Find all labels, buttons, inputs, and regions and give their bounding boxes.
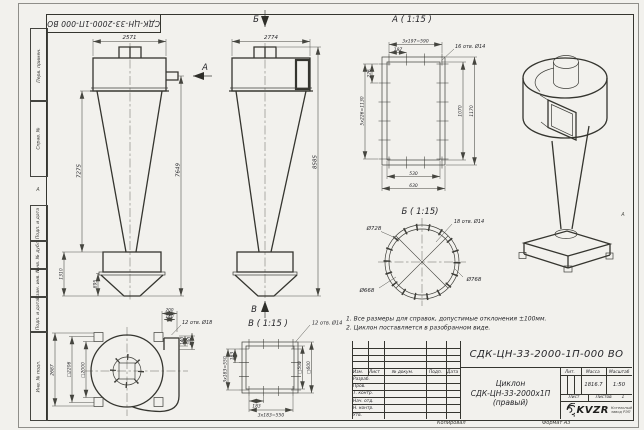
- top-view-dim-200v: 200: [186, 337, 192, 345]
- notes: [346, 316, 546, 332]
- company-line-2: завод РЭП: [611, 410, 631, 414]
- detail-v-dim-left-pitch: 3x183=550: [223, 356, 229, 383]
- detail-a-dim-top: 197: [393, 48, 403, 53]
- detail-v-title: В ( 1:15 ): [248, 319, 288, 329]
- side-view-arrow-bottom-label: В: [251, 305, 257, 315]
- detail-a-dim-right-outer: 1170: [470, 105, 475, 117]
- detail-b-dia-768: Ø768: [466, 277, 482, 283]
- logo-cell: [560, 401, 632, 419]
- front-dim-cone: 7275: [76, 164, 83, 178]
- detail-a: [360, 15, 486, 191]
- top-view-dim-total: 2687: [50, 364, 56, 376]
- detail-a-holes-label: 16 отв. Ø14: [455, 44, 486, 50]
- detail-b-dia-668: Ø668: [359, 288, 375, 294]
- product-name-1: Циклон: [495, 379, 526, 389]
- col-list: Лист: [369, 369, 380, 375]
- company-name: [611, 406, 632, 414]
- margin-label: Подп. и дата: [36, 207, 42, 240]
- zone-mark-right: А: [621, 212, 625, 218]
- product-name-3: (правый): [492, 398, 529, 408]
- isometric-view: [519, 56, 613, 273]
- scale-value-cell: [606, 375, 632, 394]
- top-view-holes-label: 12 отв. Ø18: [182, 320, 213, 326]
- format-label: Формат А3: [542, 420, 571, 426]
- row-razrab: Разраб.: [353, 376, 370, 382]
- margin-label: Взам. инв. №: [36, 267, 42, 299]
- copied-label: Копировал: [437, 420, 466, 426]
- margin-label: Перв. примен.: [36, 47, 42, 83]
- title-block: [352, 341, 632, 419]
- col-data: Дата: [447, 369, 459, 375]
- margin-label: Справ. №: [36, 127, 42, 150]
- detail-a-dim-bottom-outer: 630: [409, 184, 418, 189]
- lit-label: Лит.: [565, 369, 575, 375]
- front-view-arrow-label: А: [202, 63, 208, 73]
- top-view-dim-140v: 140: [179, 337, 185, 345]
- front-view: [59, 35, 213, 301]
- sheets-value: 1: [621, 395, 625, 400]
- detail-a-dim-top-pitch: 3x197=590: [402, 39, 429, 45]
- detail-v-dim-left: 183: [230, 351, 236, 361]
- doc-number-cell: [460, 341, 632, 368]
- row-prov: Пров.: [353, 384, 366, 389]
- side-dim-total: 8585: [312, 155, 319, 169]
- sheets-cell: [588, 394, 632, 401]
- detail-v-dim-bottom-pitch: 3x183=550: [257, 413, 285, 419]
- spiral-logo-icon: [560, 403, 575, 417]
- front-dim-total: 7649: [175, 163, 182, 177]
- note-line-1: 1. Все размеры для справок, допустимые отклонения ±100мм.: [346, 315, 547, 323]
- row-utv: Утв.: [353, 413, 363, 418]
- col-izm: Изм.: [353, 369, 364, 375]
- mass-label: Масса: [586, 369, 600, 375]
- scale-value: 1:50: [612, 381, 626, 388]
- detail-v-dim-right-inner: □500: [298, 361, 303, 374]
- sheet-cell: [560, 394, 588, 401]
- sheet-label: Лист: [568, 395, 580, 400]
- front-dim-top: 2571: [122, 35, 137, 41]
- doc-number: СДК-ЦН-33-2000-1П-000 ВО: [469, 348, 624, 360]
- detail-a-dim-right-inner: 1070: [458, 105, 464, 117]
- sheets-label: Листов: [595, 395, 612, 400]
- row-t-kontr: Т. контр.: [353, 391, 373, 397]
- front-dim-hopper: 895: [93, 279, 99, 289]
- note-line-2: 2. Циклон поставляется в разобранном виде.: [346, 324, 491, 332]
- rotated-designation-text: СДК-ЦН-33-2000-1П-000 ВО: [47, 19, 161, 28]
- row-nach-otd: Нач. отд.: [353, 398, 374, 404]
- margin-label: Подп. и дата: [36, 298, 42, 331]
- side-view-arrow-top-label: Б: [253, 15, 259, 25]
- detail-v-dim-bottom: 183: [252, 404, 261, 410]
- detail-v-holes-label: 12 отв. Ø14: [312, 320, 343, 327]
- detail-b: [359, 207, 485, 306]
- col-doc: № докум.: [392, 369, 414, 375]
- product-name-2: СДК-ЦН-33-2000х1П: [470, 388, 551, 398]
- top-view-dim-sq-outer: □2206: [67, 361, 73, 378]
- product-name-cell: [460, 368, 560, 419]
- front-dim-bottom: 1310: [59, 268, 65, 280]
- detail-b-dia-728: Ø728: [366, 226, 382, 232]
- top-view-dim-140: 140: [165, 314, 174, 319]
- side-view: [229, 10, 321, 318]
- mass-value: 1816.7: [584, 381, 603, 388]
- zone-mark-left: А: [36, 187, 40, 193]
- top-view-dim-sq-inner: □2000: [81, 362, 87, 378]
- detail-a-dim-bottom-inner: 530: [409, 172, 418, 177]
- top-view-dim-200: 200: [165, 307, 174, 313]
- col-podp: Подп.: [429, 369, 443, 375]
- detail-v: [223, 319, 343, 419]
- scale-label: Масштаб: [609, 369, 630, 375]
- logo-text: KVZR: [576, 404, 609, 416]
- margin-label: Инв. № подл.: [36, 360, 42, 392]
- detail-a-dim-left: 226: [367, 69, 373, 78]
- detail-a-dim-left-pitch: 5x226=1130: [360, 96, 366, 126]
- margin-label: Инв. № дубл.: [36, 239, 42, 271]
- detail-b-holes-label: 18 отв. Ø14: [453, 219, 485, 225]
- side-dim-top: 2774: [264, 35, 278, 41]
- detail-b-title: Б ( 1:15): [401, 207, 439, 217]
- detail-v-dim-right-outer: □600: [307, 361, 312, 374]
- top-view-scroll: [50, 308, 213, 417]
- row-n-kontr: Н. контр.: [353, 405, 374, 411]
- company-line-1: Котельный: [611, 405, 632, 410]
- mass-value-cell: [581, 375, 606, 394]
- detail-a-title: А ( 1:15 ): [392, 15, 432, 25]
